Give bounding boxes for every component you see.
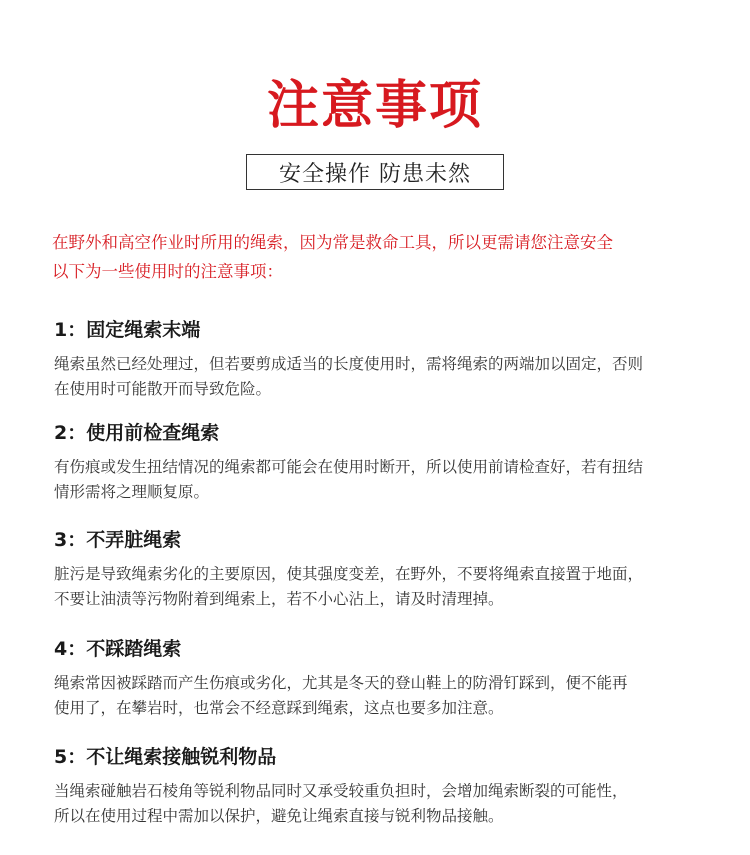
section-heading: 2：使用前检查绳索 xyxy=(54,422,220,444)
section-3 xyxy=(54,526,714,612)
section-body xyxy=(54,352,714,402)
section-body xyxy=(54,455,714,505)
section-body xyxy=(54,671,714,721)
section-body xyxy=(54,562,714,612)
subtitle-box xyxy=(246,154,504,190)
section-heading: 1：固定绳索末端 xyxy=(54,319,201,341)
section-heading: 3：不弄脏绳索 xyxy=(54,529,182,551)
subtitle-text: 安全操作 防患未然 xyxy=(279,161,471,187)
section-heading: 5：不让绳索接触锐利物品 xyxy=(54,746,277,768)
section-heading: 4：不踩踏绳索 xyxy=(54,638,182,660)
intro-line-2: 以下为一些使用时的注意事项： xyxy=(52,262,283,281)
section-body-line: 绳索虽然已经处理过，但若要剪成适当的长度使用时，需将绳索的两端加以固定，否则 xyxy=(54,355,644,373)
section-body xyxy=(54,779,714,829)
section-1 xyxy=(54,316,714,402)
section-body-line: 绳索常因被踩踏而产生伤痕或劣化，尤其是冬天的登山鞋上的防滑钉踩到，便不能再 xyxy=(54,674,628,692)
section-body-line: 当绳索碰触岩石棱角等锐利物品同时又承受较重负担时，会增加绳索断裂的可能性， xyxy=(54,782,628,800)
section-body-line: 情形需将之理顺复原。 xyxy=(54,483,210,501)
section-body-line: 所以在使用过程中需加以保护，避免让绳索直接与锐利物品接触。 xyxy=(54,807,504,825)
section-body-line: 有伤痕或发生扭结情况的绳索都可能会在使用时断开，所以使用前请检查好，若有扭结 xyxy=(54,458,644,476)
section-2 xyxy=(54,419,714,505)
section-body-line: 在使用时可能散开而导致危险。 xyxy=(54,380,272,398)
intro-line-1: 在野外和高空作业时所用的绳索，因为常是救命工具，所以更需请您注意安全 xyxy=(52,233,613,252)
page-title: 注意事项 xyxy=(266,76,483,136)
section-body-line: 脏污是导致绳索劣化的主要原因，使其强度变差，在野外，不要将绳索直接置于地面， xyxy=(54,565,644,583)
section-body-line: 使用了，在攀岩时，也常会不经意踩到绳索，这点也要多加注意。 xyxy=(54,699,504,717)
section-body-line: 不要让油渍等污物附着到绳索上，若不小心沾上，请及时清理掉。 xyxy=(54,590,504,608)
section-5 xyxy=(54,743,714,829)
intro-text xyxy=(52,228,712,286)
section-4 xyxy=(54,635,714,721)
